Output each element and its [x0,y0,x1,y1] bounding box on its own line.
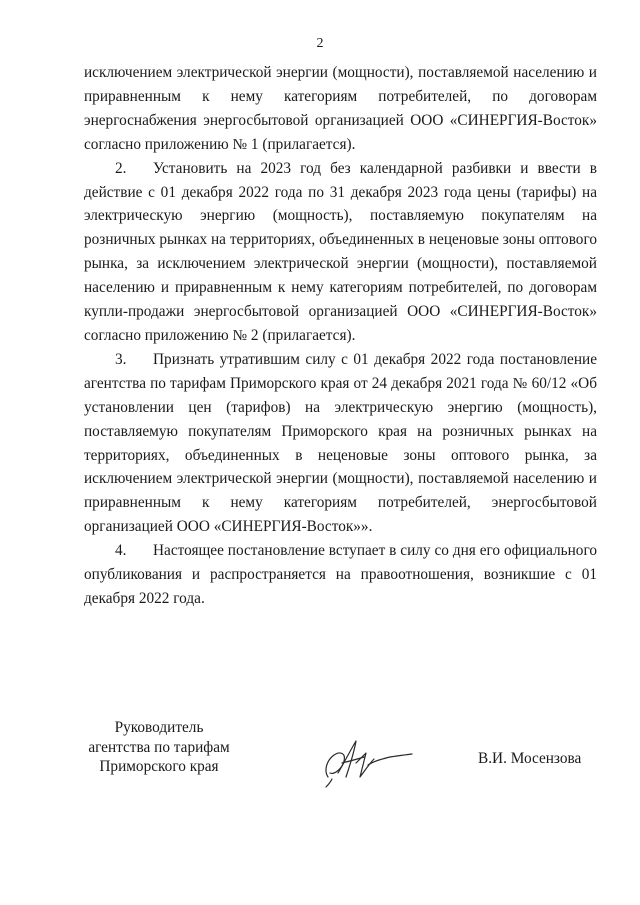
signatory-position-line-1: Руководитель [114,719,204,736]
signatory-name: В.И. Мосензова [478,750,582,767]
paragraph-3 [84,348,597,539]
document-body [84,61,597,611]
paragraph-3-text: Признать утратившим силу с 01 декабря 2022 года постановление агентства по тарифам Приморского края от 24 декабря 2021 года № 60/12 «Об установлении цен (тарифов) на электрическую энергию (мощность), поставляемую покупателям Приморского края на розничных рынках на территориях, объединенных в неценовые зоны оптового рынка, за исключением электрической энергии (мощности), поставляемой населению и приравненным к нему категориям потребителей, энергосбытовой организацией ООО «СИНЕРГИЯ-Восток»». [84,350,597,536]
paragraph-2-number: 2. [115,159,127,177]
paragraph-2 [84,157,597,348]
page-number: 2 [316,36,324,51]
paragraph-4-text: Настоящее постановление вступает в силу со дня его официального опубликования и распространяется на правоотношения, возникшие с 01 декабря 2022 года. [84,542,597,607]
signatory-position-line-3: Приморского края [99,758,219,775]
handwritten-signature-icon [316,733,416,789]
signatory-position [80,718,238,777]
paragraph-1-continuation: исключением электрической энергии (мощности), поставляемой населению и приравненным к нему категориям потребителей, по договорам энергоснабжения энергосбытовой организацией ООО «СИНЕРГИЯ-Восток» согласно приложению № 1 (прилагается). [84,64,597,153]
paragraph-2-text: Установить на 2023 год без календарной разбивки и ввести в действие с 01 декабря 2022 года по 31 декабря 2023 года цены (тарифы) на электрическую энергию (мощность), поставляемую покупателям на розничных рынках на территориях, объединенных в неценовые зоны оптового рынка, за исключением электрической энергии (мощности), поставляемой населению и приравненным к нему категориям потребителей, по договорам купли-продажи энергосбытовой организацией ООО «СИНЕРГИЯ-Восток» согласно приложению № 2 (прилагается). [84,159,597,344]
paragraph-4 [84,539,597,611]
paragraph-4-number: 4. [115,542,127,560]
signatory-position-line-2: агентства по тарифам [88,738,230,756]
paragraph-3-number: 3. [115,350,127,368]
